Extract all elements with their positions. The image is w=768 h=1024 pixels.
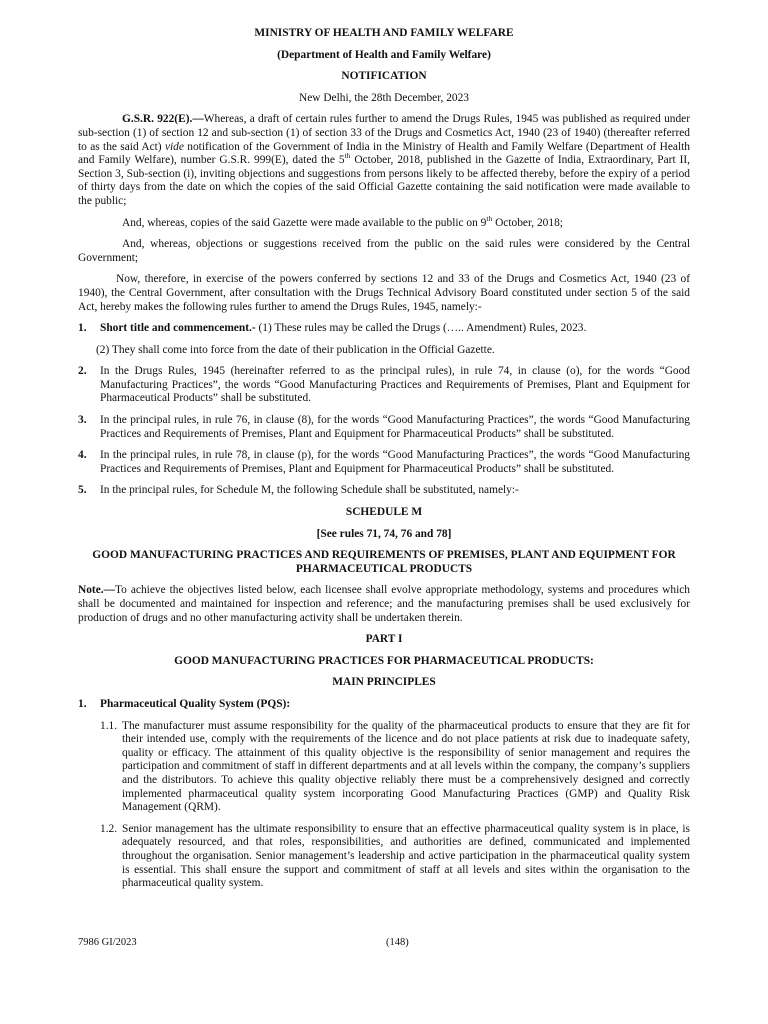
preamble-paragraph-3: And, whereas, objections or suggestions received from the public on the said rules were considered by the Central Government;	[78, 238, 690, 264]
ministry-heading: MINISTRY OF HEALTH AND FAMILY WELFARE	[254, 27, 514, 39]
preamble-paragraph-4: Now, therefore, in exercise of the powers conferred by sections 12 and 33 of the Drugs and Cosmetics Act, 1940 (23 of 1940), the Central Government, after consultation with the Drugs Technical Advisory Board constituted under section 5 of the said Act, hereby makes the following rules further to amend the Drugs Rules, 1945, namely:-	[78, 273, 690, 313]
superscript: th	[344, 151, 351, 161]
page-number: (148)	[386, 937, 409, 948]
preamble-vide: vide	[164, 140, 184, 153]
subsection-text: The manufacturer must assume responsibility for the quality of the pharmaceutical products to ensure that they are fit for their intended use, comply with the requirements of the licence and do not place patients at risk due to inadequate safety, quality or efficacy. The attainment of this quality objective is the responsibility of senior management and requires the participation and commitment of staff in different departments and at all levels within the company, the company’s suppliers and the distributors. To achieve this quality objective reliably there must be a comprehensively designed and correctly implemented pharmaceutical quality system incorporating Good Manufacturing Practices (GMP) and Quality Risk Management (QRM).	[122, 719, 690, 814]
note-label: Note.—	[78, 584, 116, 597]
schedule-heading: GOOD MANUFACTURING PRACTICES AND REQUIREMENTS OF PREMISES, PLANT AND EQUIPMENT FOR PHARMACEUTICAL PRODUCTS	[92, 549, 676, 575]
document-page	[78, 27, 690, 899]
rule-4	[78, 449, 690, 476]
preamble-text: October, 2018, published in the Gazette of India, Extraordinary, Part II, Section 3, Sub-section (i), inviting objections and suggestions from persons likely to be affected thereby, before the expiry of a period of thirty days from the date on which the copies of the said Official Gazette containing the said notification were made available to the public;	[78, 154, 691, 207]
section-title: Pharmaceutical Quality System (PQS):	[100, 697, 291, 710]
rule-1-subclause-2: (2) They shall come into force from the date of their publication in the Official Gazette.	[96, 343, 495, 356]
rule-3	[78, 414, 690, 441]
rule-text: In the principal rules, for Schedule M, the following Schedule shall be substituted, namely:-	[100, 484, 519, 497]
subsection-text: Senior management has the ultimate responsibility to ensure that an effective pharmaceutical quality system is in place, is adequately resourced, and that roles, responsibilities, and authorities are defined, communicated and implemented throughout the organisation. Senior management’s leadership and active participation in the pharmaceutical quality system is essential. This shall ensure the support and commitment of staff at all levels and sites within the organisation to the pharmaceutical quality system.	[122, 822, 690, 890]
preamble-text: Whereas, a draft of certain rules further to amend the Drugs Rules, 1945 was published as required under sub-section (1) of section 12 and sub-section (1) of section 33 of the Drugs and Cosmetics Act, 1940 (23 of 1940) (thereafter referred to as the said Act)	[78, 113, 691, 153]
preamble-text: And, whereas, copies of the said Gazette were made available to the public on 9	[122, 216, 487, 229]
rule-number: 4.	[78, 449, 87, 462]
subsection-number: 1.1.	[100, 719, 118, 732]
gazette-code: 7986 GI/2023	[78, 937, 137, 948]
rule-text: In the principal rules, in rule 78, in clause (p), for the words “Good Manufacturing Practices”, the words “Good Manufacturing Practices and Requirements of Premises, Plant and Equipment for Pharmaceutical Products” shall be substituted.	[100, 449, 690, 475]
rule-number: 2.	[78, 365, 87, 378]
section-1-2	[78, 823, 690, 891]
rule-2	[78, 365, 690, 406]
rule-1	[78, 322, 690, 336]
department-heading: (Department of Health and Family Welfare)	[277, 48, 491, 61]
section-1-1	[78, 720, 690, 815]
subsection-number: 1.2.	[100, 822, 118, 835]
schedule-rules-reference: [See rules 71, 74, 76 and 78]	[316, 527, 452, 540]
superscript: th	[486, 213, 493, 223]
schedule-note	[78, 584, 690, 625]
rule-number: 5.	[78, 484, 87, 497]
rule-text: In the principal rules, in rule 76, in clause (8), for the words “Good Manufacturing Practices”, the words “Good Manufacturing Practices and Requirements of Premises, Plant and Equipment for Pharmaceutical Products” shall be substituted.	[100, 414, 690, 440]
schedule-title: SCHEDULE M	[345, 506, 423, 519]
preamble-paragraph-1	[78, 113, 690, 208]
notification-date: New Delhi, the 28th December, 2023	[298, 91, 470, 104]
gsr-number: G.S.R. 922(E).—	[122, 113, 204, 126]
section-1-heading	[78, 698, 690, 712]
note-text: To achieve the objectives listed below, each licensee shall evolve appropriate methodology, systems and procedures which shall be documented and maintained for inspection and reference; and the manufacturing premises shall be used exclusively for production of drugs and no other manufacturing activity shall be undertaken therein.	[78, 584, 690, 624]
rule-5	[78, 484, 690, 498]
section-number: 1.	[78, 697, 87, 710]
part-heading: GOOD MANUFACTURING PRACTICES FOR PHARMACEUTICAL PRODUCTS:	[174, 654, 594, 667]
rule-text: (1) These rules may be called the Drugs (….. Amendment) Rules, 2023.	[255, 322, 587, 335]
rule-title: Short title and commencement.-	[100, 322, 256, 335]
preamble-text: October, 2018;	[492, 216, 563, 229]
rule-number: 1.	[78, 322, 87, 335]
preamble-text: notification of the Government of India in the Ministry of Health and Family Welfare (Department of Health and Family Welfare), number G.S.R. 999(E), dated the 5	[78, 140, 691, 167]
notification-heading: NOTIFICATION	[341, 70, 427, 83]
rule-text: In the Drugs Rules, 1945 (hereinafter referred to as the principal rules), in rule 74, in clause (o), for the words “Good Manufacturing Practices”, the words “Good Manufacturing Practices and Requirements of Premises, Plant and Equipment for Pharmaceutical Products” shall be substituted.	[100, 365, 690, 405]
main-principles-heading: MAIN PRINCIPLES	[332, 676, 436, 689]
preamble-paragraph-2	[78, 213, 690, 231]
part-title: PART I	[365, 633, 403, 646]
rule-number: 3.	[78, 414, 87, 427]
